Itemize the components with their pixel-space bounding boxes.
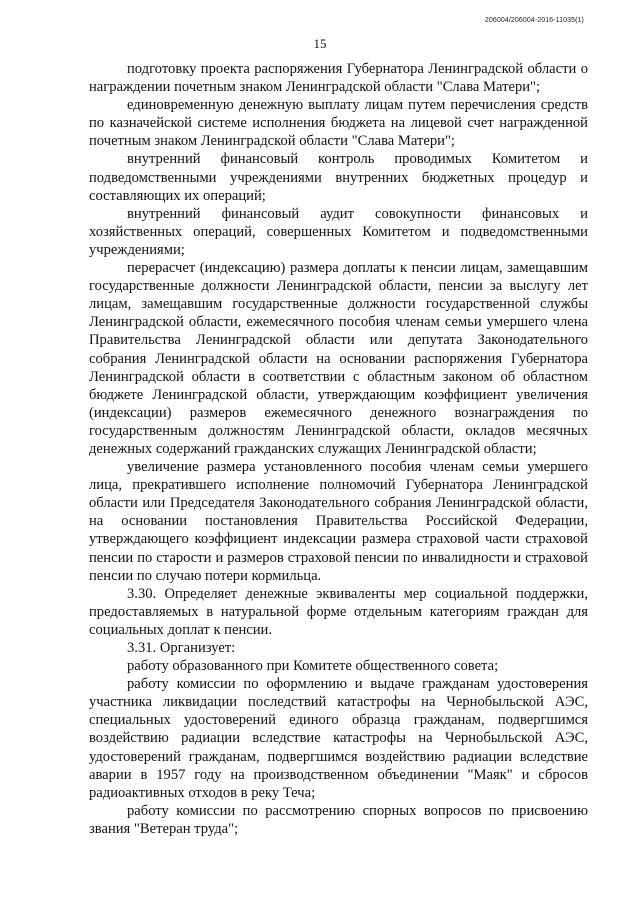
paragraph: внутренний финансовый контроль проводимых Комитетом и подведомственными учреждениями внутренних бюджетных процедур и составляющих их операций; [89, 151, 588, 204]
paragraph: работу комиссии по рассмотрению спорных вопросов по присвоению звания "Ветеран труда"; [89, 802, 588, 837]
document-id: 206004/206004-2016-11035(1) [484, 17, 584, 24]
paragraph: внутренний финансовый аудит совокупности финансовых и хозяйственных операций, совершенных Комитетом и подведомственными учреждениями; [89, 205, 588, 258]
paragraph: перерасчет (индексацию) размера доплаты к пенсии лицам, замещавшим государственные должности Ленинградской области, пенсии за выслугу лет лицам, замещавшим государственные должности государственной службы Ленинградской области, ежемесячного пособия членам семьи умершего члена Правительства Ленинградской области или депутата Законодательного собрания Ленинградской области на основании распоряжения Губернатора Ленинградской области в соответствии с областным законом об областном бюджете Ленинградской области, утверждающим коэффициент увеличения (индексации) размеров ежемесячного денежного вознаграждения по государственным должностям Ленинградской области, окладов месячных денежных содержаний гражданских служащих Ленинградской области; [89, 260, 588, 457]
section-3-30: 3.30. Определяет денежные эквиваленты мер социальной поддержки, предоставляемых в натуральной форме отдельным категориям граждан для социальных доплат к пенсии. [89, 585, 588, 638]
document-body [89, 60, 588, 838]
paragraph: единовременную денежную выплату лицам путем перечисления средств по казначейской системе исполнения бюджета на лицевой счет награжденной почетным знаком Ленинградской области "Слава Матери"; [89, 97, 588, 150]
paragraph: подготовку проекта распоряжения Губернатора Ленинградской области о награждении почетным знаком Ленинградской области "Слава Матери"; [89, 61, 588, 96]
paragraph: работу образованного при Комитете общественного совета; [127, 658, 499, 675]
section-3-31-heading: 3.31. Организует: [127, 640, 236, 656]
paragraph: увеличение размера установленного пособия членам семьи умершего лица, прекратившего исполнение полномочий Губернатора Ленинградской области или Председателя Законодательного собрания Ленинградской области, на основании постановления Правительства Российской Федерации, утверждающего коэффициент индексации размера страховой части страховой пенсии по старости и размеров страховой пенсии по инвалидности и страховой пенсии по случаю потери кормильца. [89, 459, 588, 584]
page-number: 15 [313, 36, 327, 51]
paragraph: работу комиссии по оформлению и выдаче гражданам удостоверения участника ликвидации последствий катастрофы на Чернобыльской АЭС, специальных удостоверений единого образца гражданам, подвергшимся воздействию радиации вследствие катастрофы на Чернобыльской АЭС, удостоверений гражданам, подвергшимся воздействию радиации вследствие аварии в 1957 году на производственном объединении "Маяк" и сбросов радиоактивных отходов в реку Теча; [89, 676, 588, 801]
